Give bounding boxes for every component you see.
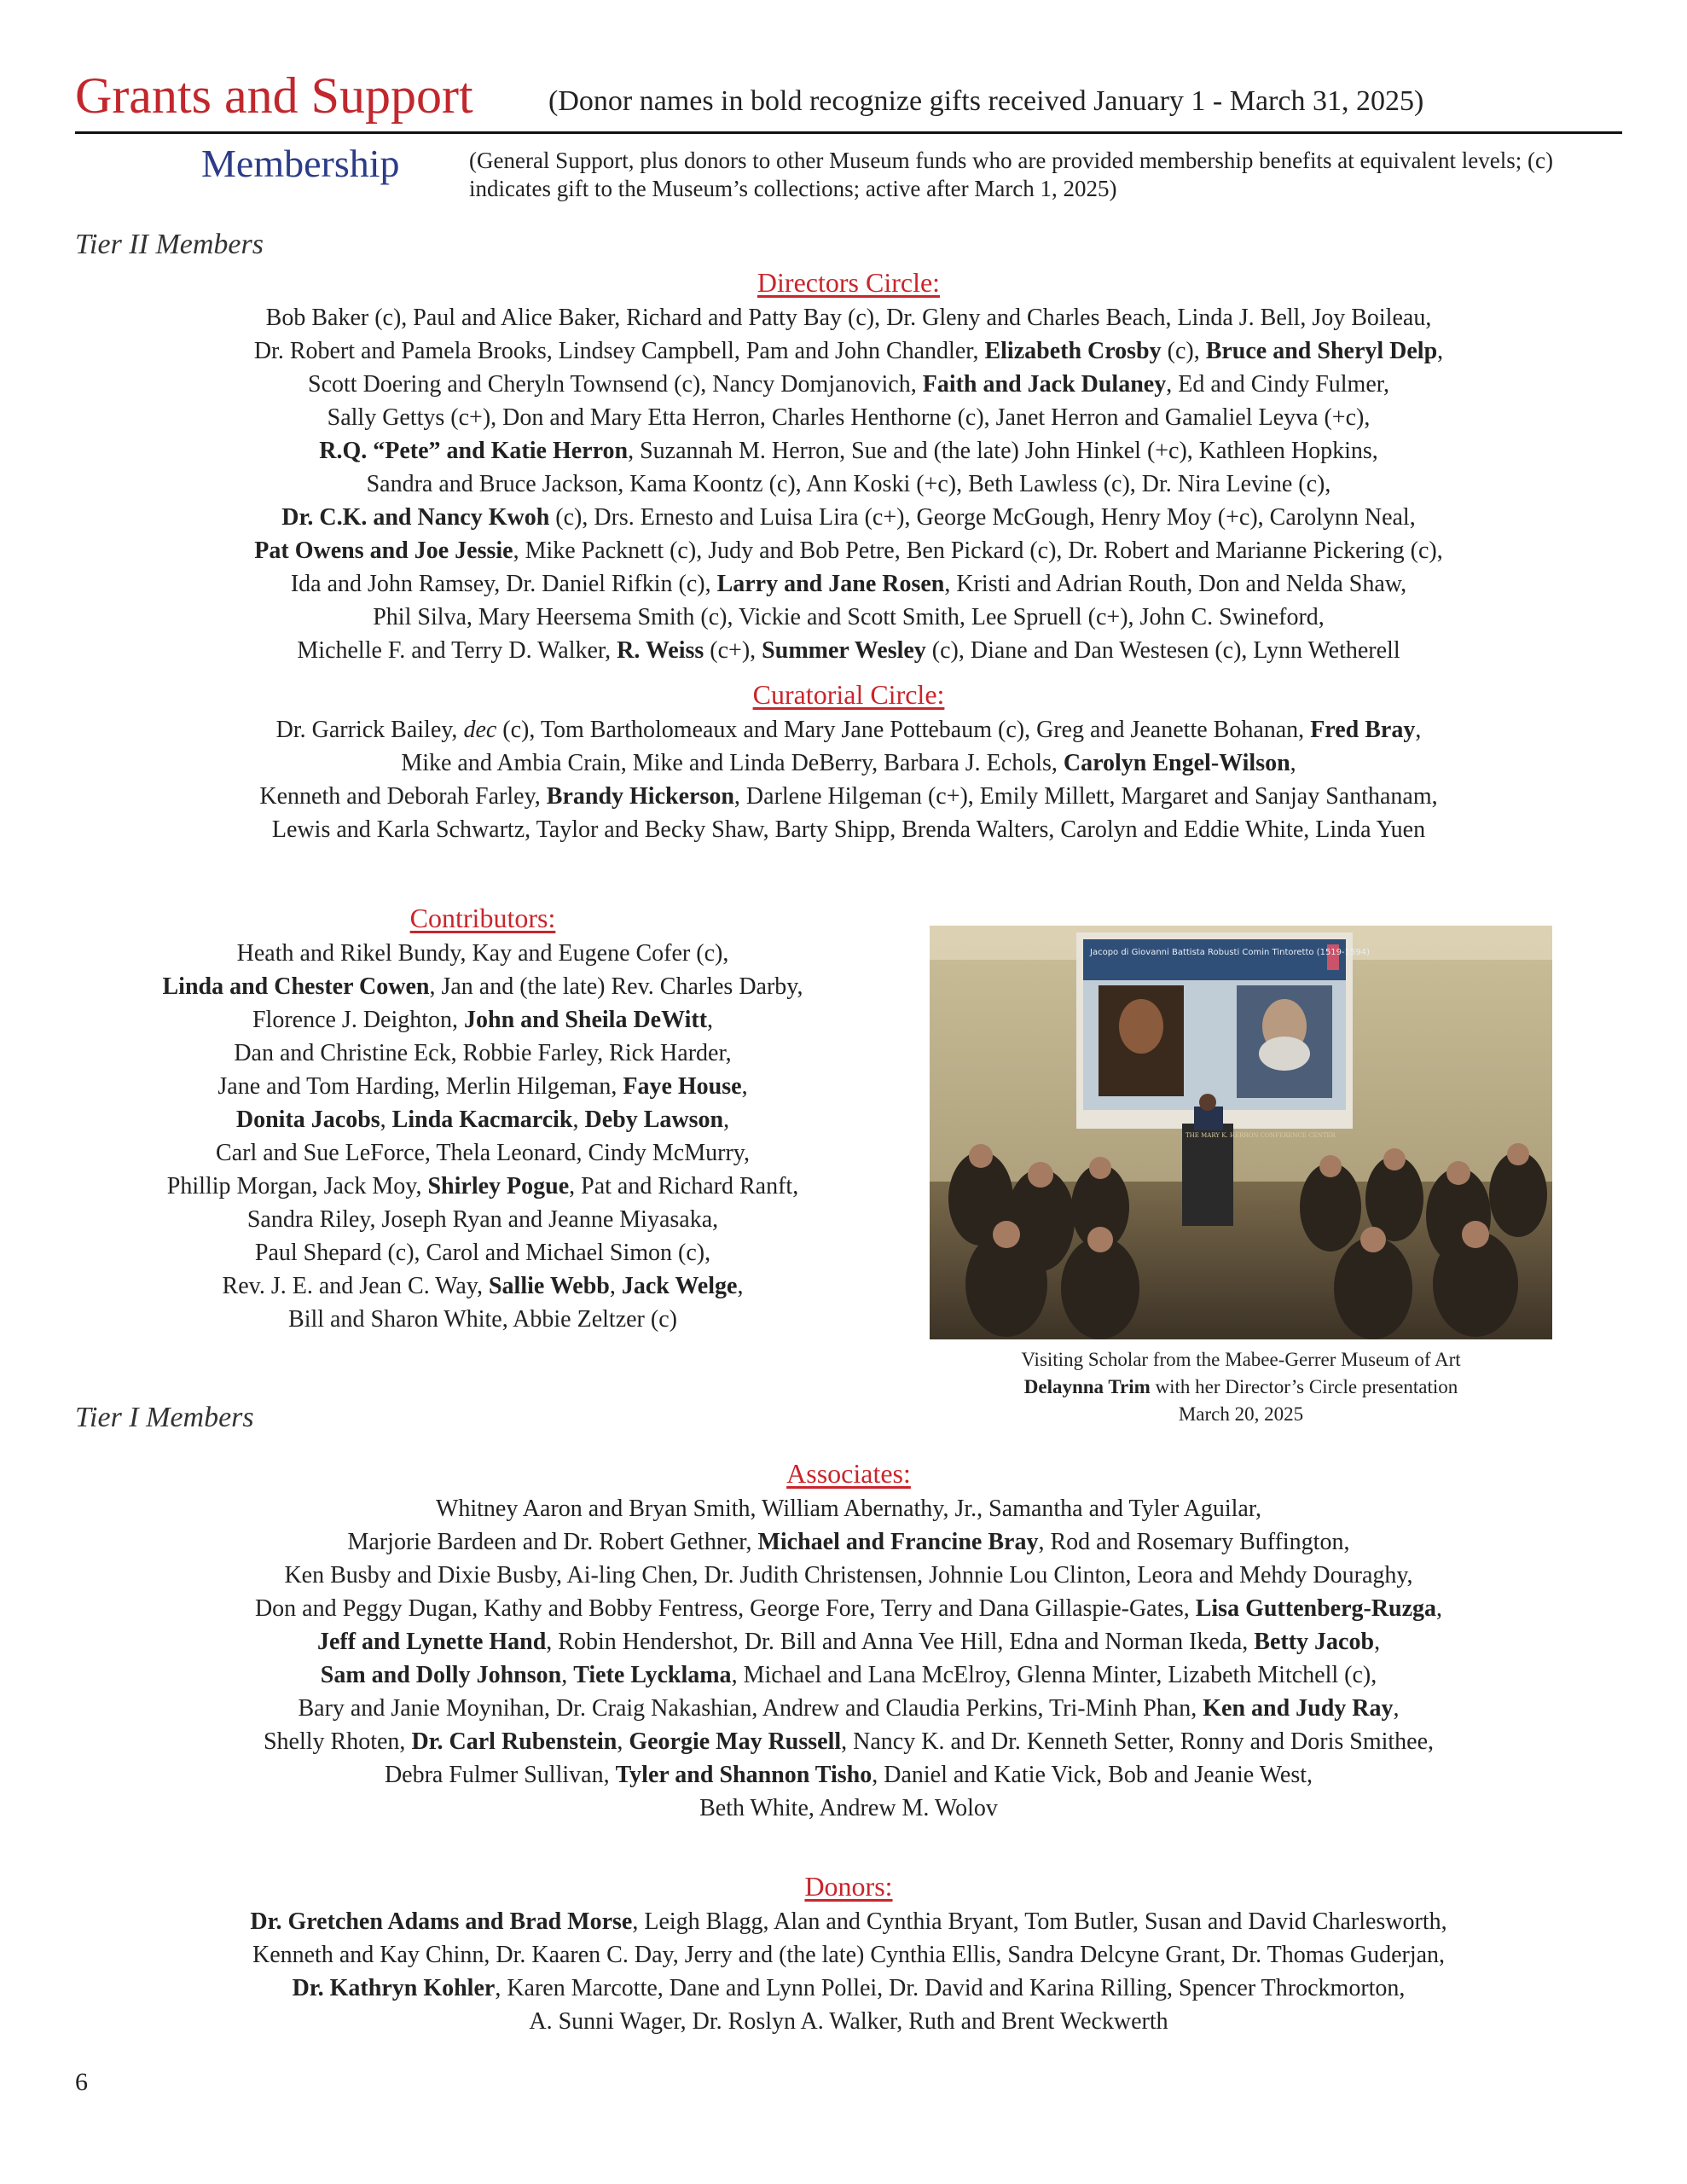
membership-heading: Membership — [201, 142, 400, 185]
name-line — [75, 1905, 1622, 1938]
name-line — [75, 401, 1622, 434]
name-line — [75, 1070, 890, 1103]
podium-label: THE MARY K. HERRON CONFERENCE CENTER — [1186, 1132, 1336, 1139]
name-line — [75, 1037, 890, 1070]
bold-donor-name: Bruce and Sheryl Delp — [1205, 338, 1438, 364]
donor-text: , — [1290, 750, 1296, 776]
associates-list — [75, 1492, 1622, 1825]
donor-text: Dr. Robert and Pamela Brooks, Lindsey Campbell, Pam and John Chandler, — [253, 338, 985, 364]
donor-text: A. Sunni Wager, Dr. Roslyn A. Walker, Ruth and Brent Weckwerth — [529, 2008, 1168, 2035]
name-line — [75, 301, 1622, 334]
bold-donor-name: Lisa Guttenberg-Ruzga — [1195, 1595, 1437, 1622]
donor-text: , — [561, 1662, 574, 1688]
donor-text: Don and Peggy Dugan, Kathy and Bobby Fentress, George Fore, Terry and Dana Gillaspie-Gates, — [254, 1595, 1196, 1622]
name-line — [75, 1103, 890, 1136]
name-line — [75, 1525, 1622, 1559]
name-line — [75, 1303, 890, 1336]
donor-text: , — [572, 1107, 585, 1133]
donor-text: , — [609, 1273, 622, 1299]
donor-text: Ken Busby and Dixie Busby, Ai-ling Chen, Dr. Judith Christensen, Johnnie Lou Clinton, Leora and Mehdy Douraghy, — [284, 1562, 1413, 1589]
donors-list — [75, 1905, 1622, 2038]
donor-text: (c), — [1161, 338, 1206, 364]
donor-text: , — [707, 1007, 714, 1033]
bold-donor-name: Sam and Dolly Johnson — [320, 1662, 562, 1688]
name-line — [75, 434, 1622, 468]
bold-donor-name: Fred Bray — [1310, 717, 1416, 743]
donor-text: Paul Shepard (c), Carol and Michael Simon (c), — [254, 1240, 711, 1266]
donor-text: Carl and Sue LeForce, Thela Leonard, Cindy McMurry, — [216, 1140, 750, 1166]
name-line — [75, 1492, 1622, 1525]
donor-text: , Karen Marcotte, Dane and Lynn Pollei, Dr. David and Karina Rilling, Spencer Throckmorton, — [495, 1975, 1406, 2001]
bold-donor-name: Ken and Judy Ray — [1203, 1695, 1394, 1722]
photo-caption — [930, 1346, 1552, 1428]
bold-donor-name: Deby Lawson — [584, 1107, 724, 1133]
name-line — [75, 334, 1622, 368]
donor-text: Bob Baker (c), Paul and Alice Baker, Richard and Patty Bay (c), Dr. Gleny and Charles Beach, Linda J. Bell, Joy Boileau, — [265, 305, 1432, 331]
donor-text: Sally Gettys (c+), Don and Mary Etta Herron, Charles Henthorne (c), Janet Herron and Gamaliel Leyva (+c), — [327, 404, 1371, 431]
bold-donor-name: Tyler and Shannon Tisho — [615, 1762, 872, 1788]
page-number: 6 — [75, 2068, 88, 2096]
bold-donor-name: Brandy Hickerson — [546, 783, 734, 810]
donor-text: , Robin Hendershot, Dr. Bill and Anna Vee Hill, Edna and Norman Ikeda, — [546, 1629, 1255, 1655]
donor-text: , — [617, 1728, 629, 1755]
page-title: Grants and Support — [75, 67, 473, 124]
bold-donor-name: Carolyn Engel-Wilson — [1063, 750, 1290, 776]
donor-text: Sandra and Bruce Jackson, Kama Koontz (c), Ann Koski (+c), Beth Lawless (c), Dr. Nira Levine (c), — [366, 471, 1331, 497]
donor-text: , Ed and Cindy Fulmer, — [1166, 371, 1389, 398]
bold-donor-name: Dr. Gretchen Adams and Brad Morse — [250, 1908, 633, 1935]
donor-text: , Michael and Lana McElroy, Glenna Minter, Lizabeth Mitchell (c), — [731, 1662, 1377, 1688]
donor-text: , — [1393, 1695, 1400, 1722]
donor-text: (c+), — [704, 637, 762, 664]
name-line — [75, 813, 1622, 846]
tier-ii-label: Tier II Members — [75, 229, 264, 260]
donor-text: Kenneth and Deborah Farley, — [259, 783, 547, 810]
donor-text: , — [1437, 338, 1444, 364]
caption-line-2 — [930, 1374, 1552, 1401]
donor-text: (c), Drs. Ernesto and Luisa Lira (c+), George McGough, Henry Moy (+c), Carolynn Neal, — [549, 504, 1416, 531]
donor-text: Bill and Sharon White, Abbie Zeltzer (c) — [288, 1306, 677, 1333]
name-line — [75, 1136, 890, 1170]
associates-heading: Associates: — [786, 1458, 911, 1489]
caption-line-3: March 20, 2025 — [1178, 1403, 1304, 1425]
name-line — [75, 1592, 1622, 1625]
name-line — [75, 601, 1622, 634]
bold-donor-name: Michael and Francine Bray — [757, 1529, 1039, 1555]
name-line — [75, 713, 1622, 746]
donor-text: (c), Tom Bartholomeaux and Mary Jane Pottebaum (c), Greg and Jeanette Bohanan, — [496, 717, 1311, 743]
donor-text: , — [741, 1073, 748, 1100]
bold-donor-name: Larry and Jane Rosen — [716, 571, 945, 597]
donor-text: Scott Doering and Cheryln Townsend (c), Nancy Domjanovich, — [308, 371, 923, 398]
curatorial-circle-list — [75, 713, 1622, 846]
bold-donor-name: Summer Wesley — [762, 637, 926, 664]
slide-title: Jacopo di Giovanni Battista Robusti Comin Tintoretto (1519-1594) — [1090, 948, 1370, 957]
directors-circle-heading: Directors Circle: — [757, 267, 941, 298]
donor-text: Lewis and Karla Schwartz, Taylor and Becky Shaw, Barty Shipp, Brenda Walters, Carolyn and Eddie White, Linda Yuen — [271, 816, 1426, 843]
donor-text: Florence J. Deighton, — [252, 1007, 465, 1033]
donor-text: Beth White, Andrew M. Wolov — [699, 1795, 998, 1821]
name-line — [75, 1938, 1622, 1972]
donor-text: dec — [463, 717, 497, 743]
donor-text: , Kristi and Adrian Routh, Don and Nelda Shaw, — [944, 571, 1407, 597]
bold-donor-name: Betty Jacob — [1254, 1629, 1375, 1655]
name-line — [75, 1003, 890, 1037]
donor-text: , Darlene Hilgeman (c+), Emily Millett, Margaret and Sanjay Santhanam, — [733, 783, 1438, 810]
donor-text: Whitney Aaron and Bryan Smith, William Abernathy, Jr., Samantha and Tyler Aguilar, — [435, 1496, 1262, 1522]
donor-text: Shelly Rhoten, — [263, 1728, 412, 1755]
name-line — [75, 1625, 1622, 1658]
donor-text: Phillip Morgan, Jack Moy, — [166, 1173, 428, 1199]
bold-donor-name: Pat Owens and Joe Jessie — [254, 537, 513, 564]
donor-text: Kenneth and Kay Chinn, Dr. Kaaren C. Day, Jerry and (the late) Cynthia Ellis, Sandra Delcyne Grant, Dr. Thomas Guderjan, — [252, 1942, 1446, 1968]
donor-text: , — [380, 1107, 392, 1133]
name-line — [75, 1658, 1622, 1692]
donor-text: , — [737, 1273, 744, 1299]
name-line — [75, 634, 1622, 667]
caption-line-2-rest: with her Director’s Circle presentation — [1150, 1376, 1458, 1397]
curatorial-circle-heading: Curatorial Circle: — [752, 679, 945, 710]
page-subtitle: (Donor names in bold recognize gifts received January 1 - March 31, 2025) — [548, 85, 1424, 117]
name-line — [75, 1758, 1622, 1792]
bold-donor-name: Georgie May Russell — [629, 1728, 842, 1755]
bold-donor-name: John and Sheila DeWitt — [464, 1007, 708, 1033]
donor-text: , Suzannah M. Herron, Sue and (the late) John Hinkel (+c), Kathleen Hopkins, — [628, 438, 1378, 464]
bold-donor-name: Jeff and Lynette Hand — [316, 1629, 547, 1655]
name-line — [75, 468, 1622, 501]
bold-donor-name: Elizabeth Crosby — [984, 338, 1162, 364]
name-line — [75, 1725, 1622, 1758]
bold-donor-name: Jack Welge — [621, 1273, 738, 1299]
bold-donor-name: R.Q. “Pete” and Katie Herron — [319, 438, 629, 464]
bold-donor-name: Faith and Jack Dulaney — [922, 371, 1167, 398]
donor-text: , Nancy K. and Dr. Kenneth Setter, Ronny and Doris Smithee, — [841, 1728, 1435, 1755]
name-line — [75, 2005, 1622, 2038]
name-line — [75, 780, 1622, 813]
donor-text: Ida and John Ramsey, Dr. Daniel Rifkin (c), — [290, 571, 717, 597]
contributors-list — [75, 937, 890, 1336]
name-line — [75, 1236, 890, 1269]
donor-text: Heath and Rikel Bundy, Kay and Eugene Cofer (c), — [236, 940, 729, 967]
name-line — [75, 1972, 1622, 2005]
donor-text: , — [1436, 1595, 1443, 1622]
name-line — [75, 501, 1622, 534]
donor-text: Jane and Tom Harding, Merlin Hilgeman, — [217, 1073, 623, 1100]
name-line — [75, 937, 890, 970]
donor-text: , — [1374, 1629, 1381, 1655]
membership-note: (General Support, plus donors to other Museum funds who are provided membership benefits at equivalent levels; (c) indicates gift to the Museum’s collections; active after March 1, 2025) — [469, 148, 1553, 201]
donor-text: , Daniel and Katie Vick, Bob and Jeanie West, — [872, 1762, 1313, 1788]
donors-heading: Donors: — [804, 1871, 893, 1902]
name-line — [75, 1269, 890, 1303]
name-line — [75, 368, 1622, 401]
name-line — [75, 534, 1622, 567]
donor-text: Debra Fulmer Sullivan, — [384, 1762, 616, 1788]
name-line — [75, 746, 1622, 780]
donor-text: Phil Silva, Mary Heersema Smith (c), Vickie and Scott Smith, Lee Spruell (c+), John C. Swineford, — [373, 604, 1325, 630]
bold-donor-name: Dr. Carl Rubenstein — [411, 1728, 617, 1755]
bold-donor-name: R. Weiss — [617, 637, 704, 664]
header-rule — [75, 131, 1622, 134]
donor-text: Marjorie Bardeen and Dr. Robert Gethner, — [347, 1529, 758, 1555]
donor-text: , Rod and Rosemary Buffington, — [1038, 1529, 1350, 1555]
bold-donor-name: Shirley Pogue — [427, 1173, 570, 1199]
donor-text: Sandra Riley, Joseph Ryan and Jeanne Miyasaka, — [246, 1206, 719, 1233]
bold-donor-name: Dr. C.K. and Nancy Kwoh — [281, 504, 550, 531]
name-line — [75, 1203, 890, 1236]
bold-donor-name: Tiete Lycklama — [573, 1662, 732, 1688]
donor-text: Dr. Garrick Bailey, — [275, 717, 464, 743]
bold-donor-name: Faye House — [623, 1073, 742, 1100]
donor-text: , Mike Packnett (c), Judy and Bob Petre, Ben Pickard (c), Dr. Robert and Marianne Pickering (c), — [513, 537, 1443, 564]
event-photo-illustration — [930, 926, 1552, 1339]
donor-text: , Pat and Richard Ranft, — [569, 1173, 799, 1199]
donor-text: (c), Diane and Dan Westesen (c), Lynn Wetherell — [925, 637, 1400, 664]
donor-text: Bary and Janie Moynihan, Dr. Craig Nakashian, Andrew and Claudia Perkins, Tri-Minh Phan, — [298, 1695, 1203, 1722]
name-line — [75, 567, 1622, 601]
bold-donor-name: Donita Jacobs — [235, 1107, 380, 1133]
donor-text: Michelle F. and Terry D. Walker, — [297, 637, 617, 664]
donor-text: Rev. J. E. and Jean C. Way, — [222, 1273, 489, 1299]
contributors-heading: Contributors: — [409, 903, 556, 933]
donor-text: , — [1415, 717, 1422, 743]
donor-text: , — [723, 1107, 730, 1133]
caption-name: Delaynna Trim — [1023, 1376, 1151, 1397]
name-line — [75, 1792, 1622, 1825]
name-line — [75, 1559, 1622, 1592]
name-line — [75, 1170, 890, 1203]
name-line — [75, 1692, 1622, 1725]
name-line — [75, 970, 890, 1003]
caption-line-1: Visiting Scholar from the Mabee-Gerrer Museum of Art — [1021, 1349, 1461, 1370]
directors-circle-list — [75, 301, 1622, 667]
donor-text: , Leigh Blagg, Alan and Cynthia Bryant, Tom Butler, Susan and David Charlesworth, — [632, 1908, 1447, 1935]
tier-i-label: Tier I Members — [75, 1402, 254, 1433]
donor-text: Dan and Christine Eck, Robbie Farley, Rick Harder, — [234, 1040, 732, 1066]
donor-text: Mike and Ambia Crain, Mike and Linda DeBerry, Barbara J. Echols, — [401, 750, 1064, 776]
donor-text: , Jan and (the late) Rev. Charles Darby, — [429, 973, 803, 1000]
bold-donor-name: Linda Kacmarcik — [391, 1107, 573, 1133]
event-photo — [930, 926, 1552, 1339]
bold-donor-name: Sallie Webb — [488, 1273, 610, 1299]
bold-donor-name: Linda and Chester Cowen — [162, 973, 430, 1000]
bold-donor-name: Dr. Kathryn Kohler — [292, 1975, 496, 2001]
